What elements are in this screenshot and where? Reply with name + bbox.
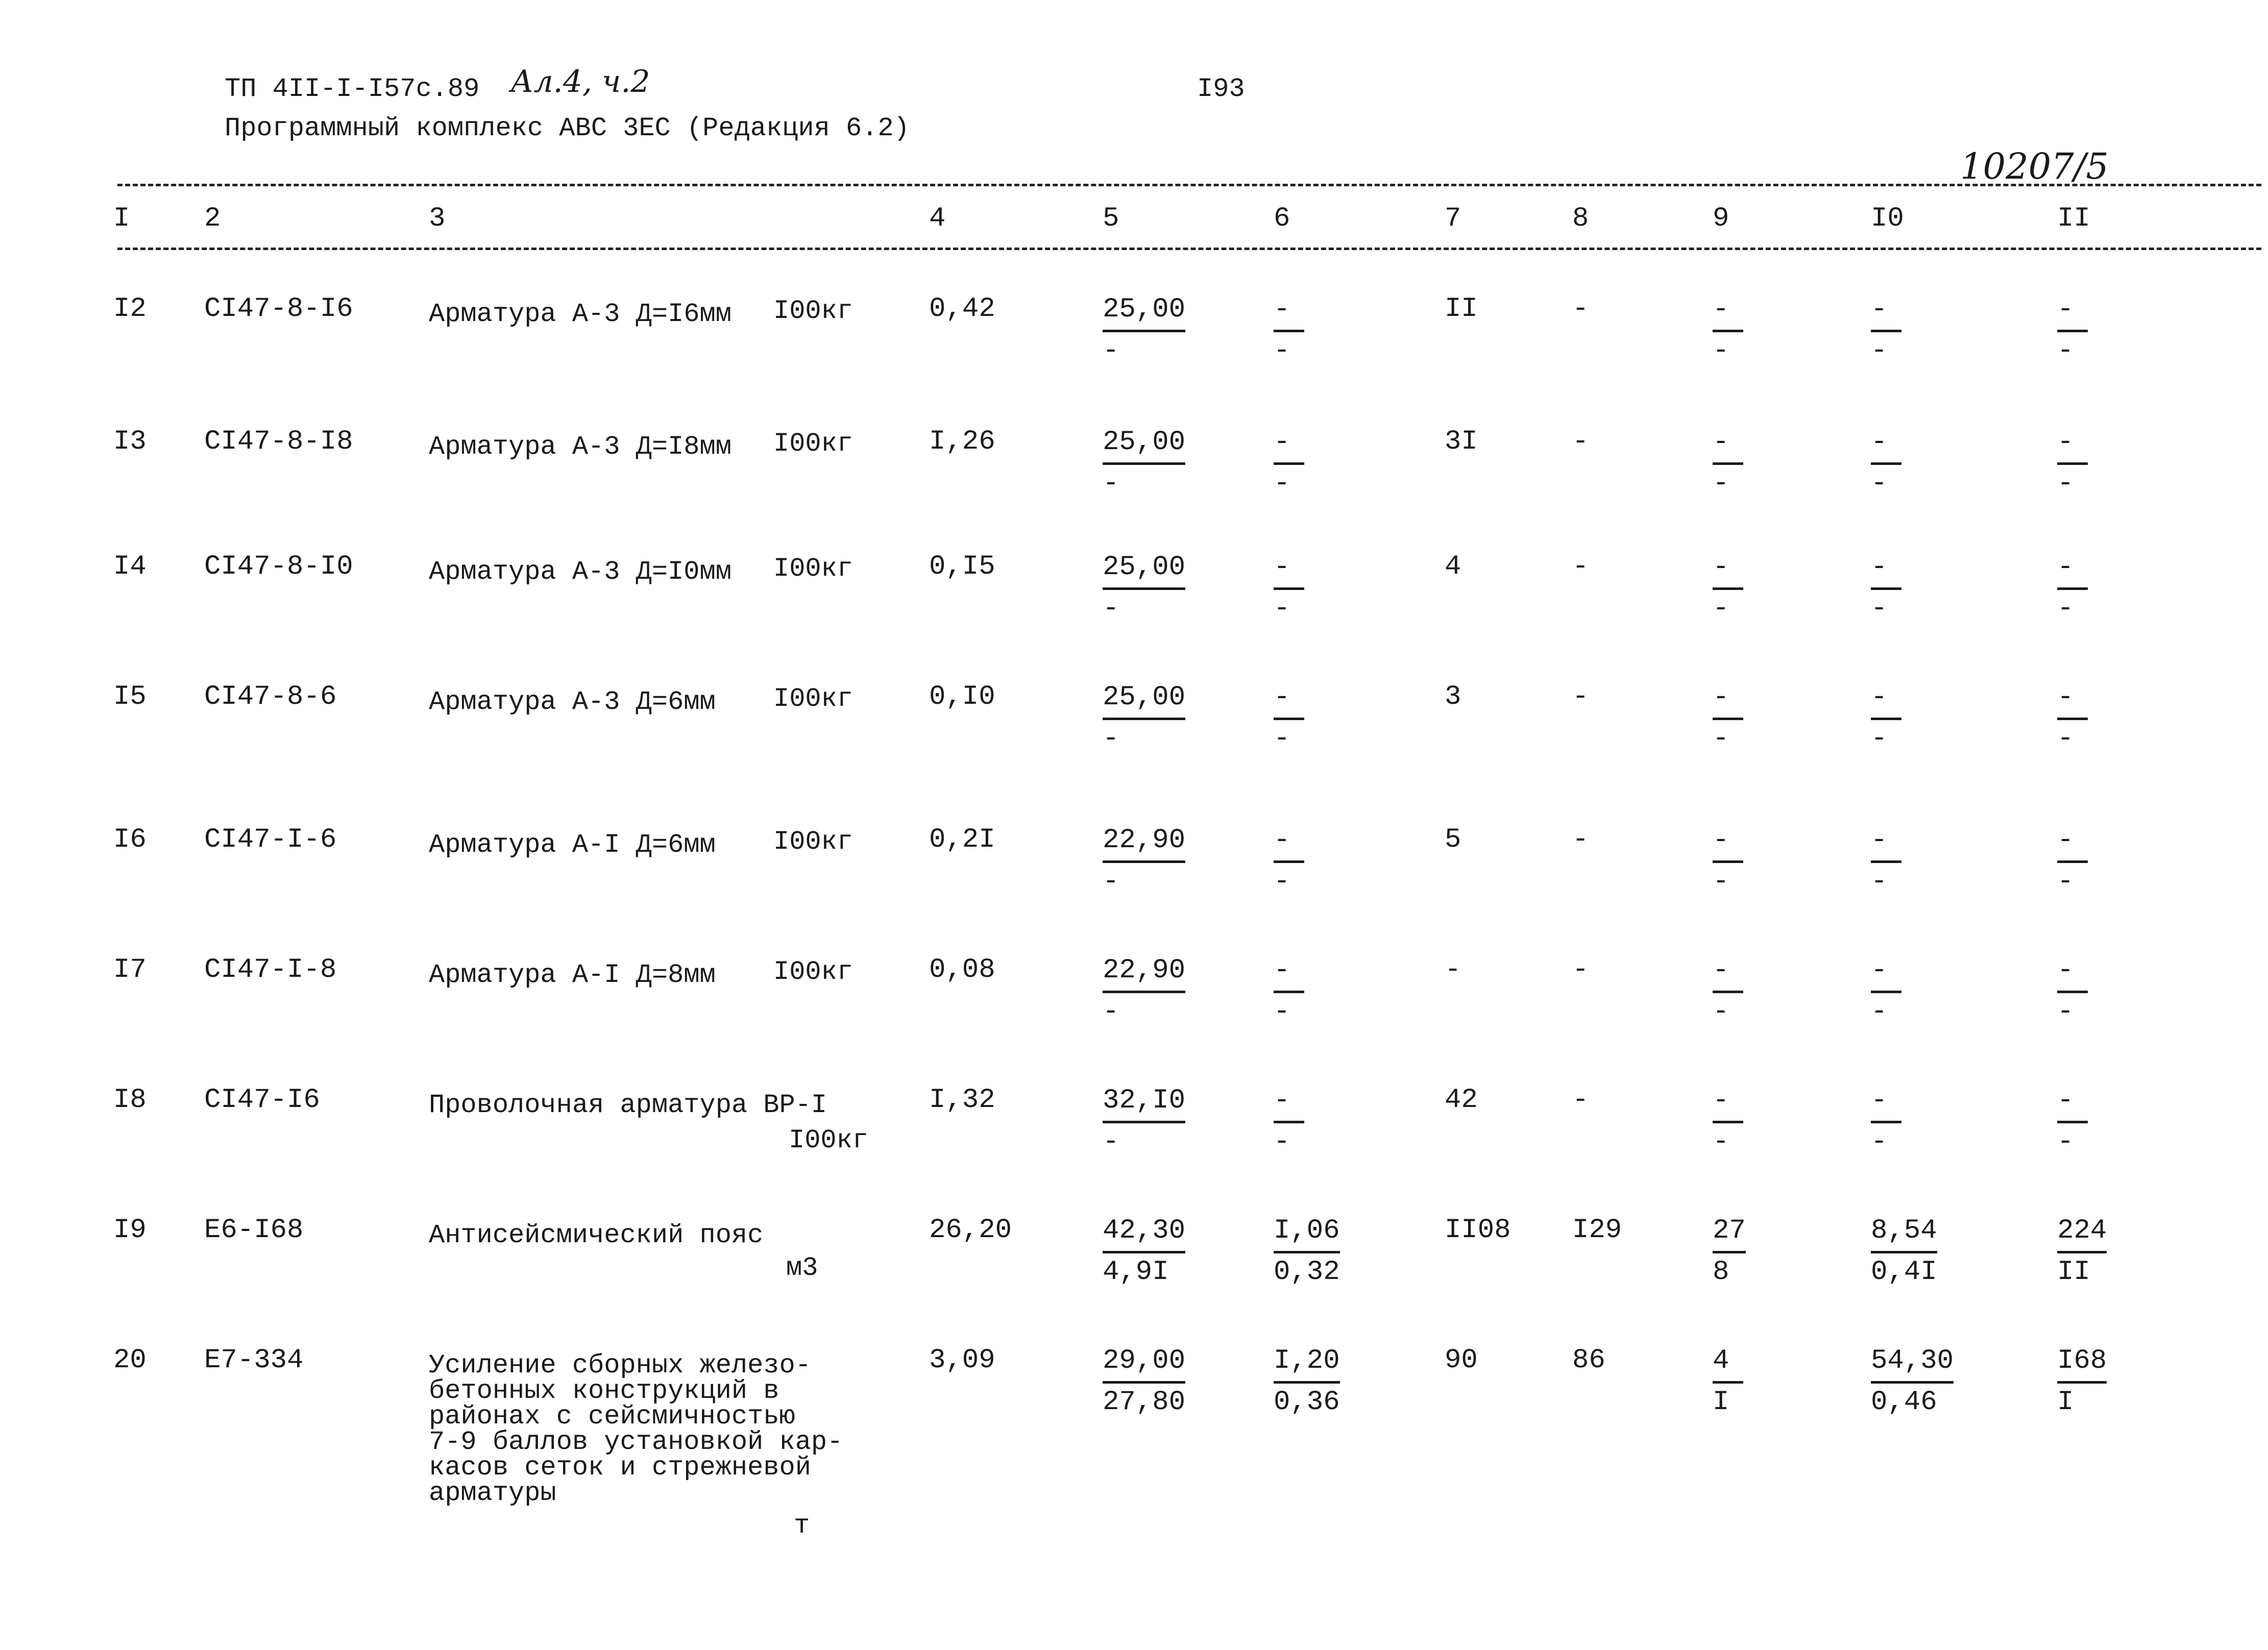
denominator: - — [1103, 866, 1119, 897]
column-8-value: - — [1572, 551, 1589, 582]
row-number: I2 — [113, 293, 147, 325]
column-8-value: - — [1572, 1085, 1589, 1116]
column-7-value: 3 — [1445, 681, 1461, 712]
denominator: 8 — [1713, 1257, 1729, 1288]
numerator: - — [2057, 822, 2088, 863]
handwritten-reference: Ал.4, ч.2 — [510, 64, 650, 100]
numerator: 42,30 — [1103, 1212, 1185, 1253]
denominator: - — [1103, 468, 1119, 499]
fraction-cell-c10 — [1871, 679, 1901, 758]
norm-code: СI47-I6 — [204, 1085, 320, 1116]
fraction-cell-c10 — [1871, 549, 1901, 628]
fraction-cell-c10 — [1871, 291, 1901, 370]
quantity: 3,09 — [929, 1345, 995, 1376]
numerator: 4 — [1713, 1342, 1743, 1384]
denominator: - — [1713, 866, 1729, 897]
numerator: - — [2057, 424, 2088, 465]
quantity: 26,20 — [929, 1215, 1012, 1246]
numerator: I,06 — [1274, 1212, 1340, 1253]
column-header-5: 5 — [1103, 203, 1119, 234]
numerator: - — [1274, 1082, 1304, 1123]
denominator: - — [1713, 996, 1729, 1027]
fraction-cell-c5 — [1103, 952, 1185, 1031]
fraction-cell-c5 — [1103, 1212, 1185, 1291]
column-header-8: 8 — [1572, 203, 1589, 234]
fraction-cell-c6 — [1274, 1212, 1340, 1291]
fraction-cell-c11 — [2057, 291, 2088, 370]
fraction-cell-c9 — [1713, 291, 1743, 370]
numerator: - — [1713, 424, 1743, 465]
row-number: I3 — [113, 426, 147, 457]
work-description: Арматура А-3 Д=I8мм — [429, 432, 731, 462]
denominator: - — [1713, 1126, 1729, 1158]
fraction-cell-c6 — [1274, 1082, 1304, 1161]
numerator: I,20 — [1274, 1342, 1340, 1384]
column-7-value: 4 — [1445, 551, 1461, 582]
quantity: 0,I5 — [929, 551, 995, 582]
quantity: 0,08 — [929, 954, 995, 986]
fraction-cell-c10 — [1871, 822, 1901, 901]
denominator: - — [2057, 866, 2074, 897]
fraction-cell-c5 — [1103, 1342, 1185, 1421]
fraction-cell-c11 — [2057, 1082, 2088, 1161]
numerator: 29,00 — [1103, 1342, 1185, 1384]
numerator: 22,90 — [1103, 822, 1185, 863]
denominator: - — [2057, 996, 2074, 1027]
column-8-value: - — [1572, 681, 1589, 712]
fraction-cell-c11 — [2057, 424, 2088, 503]
archive-stamp: 10207/5 — [1960, 145, 2109, 187]
fraction-cell-c6 — [1274, 291, 1304, 370]
numerator: - — [1274, 291, 1304, 332]
row-number: I5 — [113, 681, 147, 712]
column-7-value: - — [1445, 954, 1461, 986]
norm-code: СI47-8-I8 — [204, 426, 353, 457]
numerator: - — [1871, 424, 1901, 465]
column-header-11: II — [2057, 203, 2090, 234]
fraction-cell-c6 — [1274, 1342, 1340, 1421]
program-title: Программный комплекс АВС 3ЕС (Редакция 6.2) — [225, 113, 910, 143]
column-header-2: 2 — [204, 203, 221, 234]
denominator: - — [1871, 996, 1888, 1027]
numerator: 22,90 — [1103, 952, 1185, 993]
column-7-value: 90 — [1445, 1345, 1478, 1376]
column-7-value: 3I — [1445, 426, 1478, 457]
column-header-7: 7 — [1445, 203, 1461, 234]
denominator: 27,80 — [1103, 1387, 1186, 1418]
numerator: - — [1871, 679, 1901, 720]
fraction-cell-c9 — [1713, 1342, 1743, 1421]
numerator: - — [1274, 822, 1304, 863]
denominator: I — [1713, 1387, 1729, 1418]
fraction-cell-c6 — [1274, 822, 1304, 901]
denominator: - — [1274, 593, 1290, 624]
norm-code: СI47-8-I6 — [204, 293, 353, 325]
fraction-cell-c11 — [2057, 822, 2088, 901]
column-8-value: - — [1572, 426, 1589, 457]
numerator: - — [2057, 679, 2088, 720]
fraction-cell-c5 — [1103, 822, 1185, 901]
denominator: II — [2057, 1257, 2090, 1288]
numerator: 8,54 — [1871, 1212, 1937, 1253]
fraction-cell-c6 — [1274, 424, 1304, 503]
numerator: 25,00 — [1103, 679, 1185, 720]
numerator: - — [1871, 1082, 1901, 1123]
denominator: 4,9I — [1103, 1257, 1169, 1288]
numerator: - — [2057, 952, 2088, 993]
unit-of-measure: I00кг — [773, 429, 853, 459]
fraction-cell-c9 — [1713, 424, 1743, 503]
unit-of-measure: I00кг — [773, 957, 853, 987]
fraction-cell-c6 — [1274, 679, 1304, 758]
denominator: - — [2057, 593, 2074, 624]
denominator: - — [1103, 723, 1119, 754]
denominator: - — [1871, 468, 1888, 499]
numerator: - — [1871, 549, 1901, 590]
row-number: I8 — [113, 1085, 147, 1116]
denominator: 0,46 — [1871, 1387, 1937, 1418]
denominator: - — [1871, 1126, 1888, 1158]
work-description: Проволочная арматура ВР-I — [429, 1090, 827, 1120]
column-7-value: 5 — [1445, 824, 1461, 855]
table-header-rule — [117, 248, 2261, 250]
numerator: I68 — [2057, 1342, 2107, 1384]
norm-code: СI47-8-6 — [204, 681, 337, 712]
unit-of-measure: I00кг — [773, 554, 853, 584]
fraction-cell-c11 — [2057, 1342, 2107, 1421]
denominator: - — [2057, 335, 2074, 366]
norm-code: Е7-334 — [204, 1345, 304, 1376]
denominator: - — [1103, 335, 1119, 366]
column-7-value: 42 — [1445, 1085, 1478, 1116]
unit-of-measure: м3 — [786, 1253, 818, 1283]
numerator: 25,00 — [1103, 549, 1185, 590]
fraction-cell-c9 — [1713, 549, 1743, 628]
numerator: - — [1713, 549, 1743, 590]
numerator: - — [1713, 679, 1743, 720]
fraction-cell-c11 — [2057, 1212, 2107, 1291]
numerator: - — [2057, 291, 2088, 332]
column-7-value: II — [1445, 293, 1478, 325]
denominator: - — [2057, 468, 2074, 499]
work-description: Арматура А-I Д=6мм — [429, 830, 716, 860]
fraction-cell-c10 — [1871, 1342, 1954, 1421]
quantity: 0,2I — [929, 824, 995, 855]
unit-of-measure: т — [794, 1511, 810, 1541]
fraction-cell-c5 — [1103, 679, 1185, 758]
fraction-cell-c10 — [1871, 424, 1901, 503]
numerator: 224 — [2057, 1212, 2107, 1253]
column-header-4: 4 — [929, 203, 946, 234]
fraction-cell-c11 — [2057, 952, 2088, 1031]
work-description: Арматура А-3 Д=I0мм — [429, 557, 731, 587]
column-header-9: 9 — [1713, 203, 1729, 234]
denominator: - — [1713, 593, 1729, 624]
denominator: - — [1871, 866, 1888, 897]
denominator: I — [2057, 1387, 2074, 1418]
table-top-rule — [117, 184, 2261, 186]
denominator: - — [1274, 996, 1290, 1027]
numerator: 25,00 — [1103, 291, 1185, 332]
column-8-value: I29 — [1572, 1215, 1622, 1246]
denominator: - — [1871, 335, 1888, 366]
norm-code: Е6-I68 — [204, 1215, 304, 1246]
column-8-value: - — [1572, 293, 1589, 325]
work-description: Арматура А-3 Д=6мм — [429, 687, 716, 717]
fraction-cell-c9 — [1713, 1082, 1743, 1161]
work-description: Антисейсмический пояс — [429, 1220, 764, 1250]
numerator: 32,I0 — [1103, 1082, 1185, 1123]
fraction-cell-c9 — [1713, 822, 1743, 901]
fraction-cell-c11 — [2057, 549, 2088, 628]
fraction-cell-c9 — [1713, 952, 1743, 1031]
fraction-cell-c9 — [1713, 679, 1743, 758]
fraction-cell-c9 — [1713, 1212, 1746, 1291]
document-code: ТП 4II-I-I57с.89 — [225, 74, 480, 104]
work-description: 7-9 баллов установкой кар- — [429, 1427, 843, 1457]
numerator: - — [1713, 822, 1743, 863]
numerator: - — [1871, 822, 1901, 863]
numerator: - — [2057, 549, 2088, 590]
unit-of-measure: I00кг — [773, 296, 853, 326]
numerator: 27 — [1713, 1212, 1746, 1253]
work-description: районах с сейсмичностью — [429, 1401, 795, 1432]
numerator: - — [1871, 291, 1901, 332]
denominator: 0,36 — [1274, 1387, 1340, 1418]
denominator: - — [2057, 1126, 2074, 1158]
numerator: - — [1713, 1082, 1743, 1123]
numerator: - — [1274, 424, 1304, 465]
row-number: I9 — [113, 1215, 147, 1246]
fraction-cell-c11 — [2057, 679, 2088, 758]
numerator: - — [2057, 1082, 2088, 1123]
work-description: Арматура А-3 Д=I6мм — [429, 299, 731, 329]
row-number: I4 — [113, 551, 147, 582]
denominator: - — [1871, 723, 1888, 754]
norm-code: СI47-I-8 — [204, 954, 337, 986]
denominator: - — [1274, 866, 1290, 897]
numerator: - — [1274, 549, 1304, 590]
work-description: Арматура А-I Д=8мм — [429, 960, 716, 990]
norm-code: СI47-8-I0 — [204, 551, 353, 582]
denominator: - — [1103, 996, 1119, 1027]
column-8-value: 86 — [1572, 1345, 1605, 1376]
row-number: I6 — [113, 824, 147, 855]
denominator: - — [1274, 335, 1290, 366]
denominator: - — [1713, 723, 1729, 754]
numerator: 25,00 — [1103, 424, 1185, 465]
quantity: I,26 — [929, 426, 995, 457]
denominator: - — [2057, 723, 2074, 754]
column-header-6: 6 — [1274, 203, 1290, 234]
work-description: Усиление сборных железо- — [429, 1350, 811, 1381]
work-description: касов сеток и стрежневой — [429, 1452, 811, 1483]
column-header-1: I — [113, 203, 130, 234]
quantity: 0,42 — [929, 293, 995, 325]
fraction-cell-c10 — [1871, 1082, 1901, 1161]
norm-code: СI47-I-6 — [204, 824, 337, 855]
denominator: - — [1871, 593, 1888, 624]
fraction-cell-c6 — [1274, 549, 1304, 628]
numerator: - — [1274, 952, 1304, 993]
column-8-value: - — [1572, 954, 1589, 986]
unit-of-measure: I00кг — [773, 827, 853, 857]
column-header-10: I0 — [1871, 203, 1904, 234]
numerator: - — [1871, 952, 1901, 993]
fraction-cell-c10 — [1871, 952, 1901, 1031]
denominator: 0,4I — [1871, 1257, 1937, 1288]
fraction-cell-c5 — [1103, 291, 1185, 370]
denominator: - — [1274, 1126, 1290, 1158]
denominator: - — [1274, 468, 1290, 499]
numerator: - — [1713, 291, 1743, 332]
quantity: 0,I0 — [929, 681, 995, 712]
quantity: I,32 — [929, 1085, 995, 1116]
numerator: - — [1713, 952, 1743, 993]
row-number: 20 — [113, 1345, 147, 1376]
denominator: - — [1713, 335, 1729, 366]
work-description: арматуры — [429, 1478, 556, 1508]
fraction-cell-c5 — [1103, 1082, 1185, 1161]
page-number: I93 — [1197, 74, 1245, 104]
denominator: - — [1274, 723, 1290, 754]
row-number: I7 — [113, 954, 147, 986]
fraction-cell-c5 — [1103, 549, 1185, 628]
numerator: 54,30 — [1871, 1342, 1954, 1384]
fraction-cell-c5 — [1103, 424, 1185, 503]
column-8-value: - — [1572, 824, 1589, 855]
column-7-value: II08 — [1445, 1215, 1511, 1246]
unit-of-measure: I00кг — [773, 684, 853, 714]
denominator: 0,32 — [1274, 1257, 1340, 1288]
denominator: - — [1103, 593, 1119, 624]
denominator: - — [1103, 1126, 1119, 1158]
denominator: - — [1713, 468, 1729, 499]
fraction-cell-c10 — [1871, 1212, 1937, 1291]
numerator: - — [1274, 679, 1304, 720]
fraction-cell-c6 — [1274, 952, 1304, 1031]
work-description: бетонных конструкций в — [429, 1376, 779, 1406]
column-header-3: 3 — [429, 203, 446, 234]
unit-of-measure: I00кг — [789, 1125, 869, 1155]
